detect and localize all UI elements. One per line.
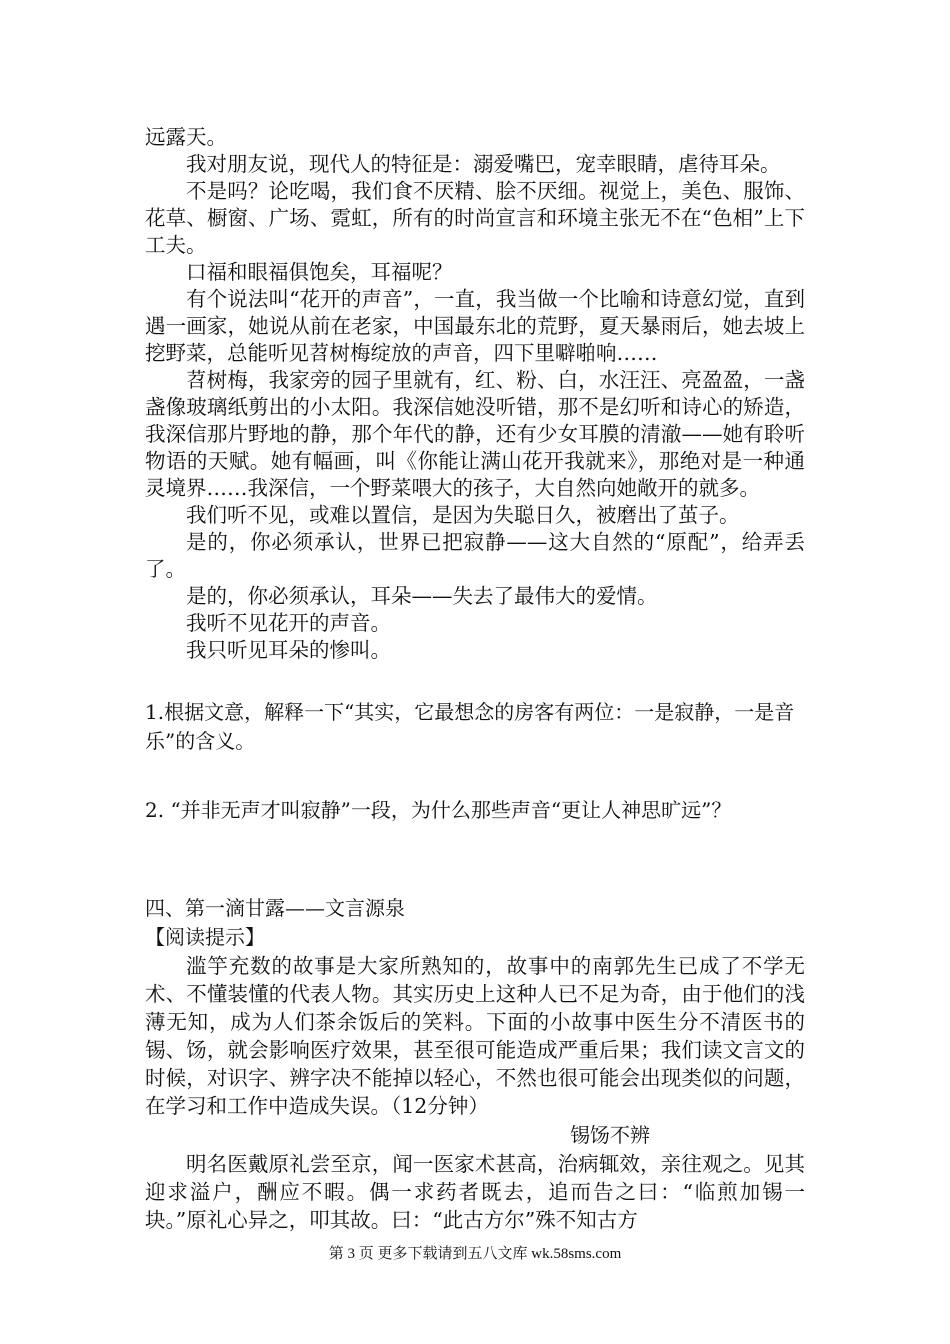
question-2 bbox=[145, 796, 805, 825]
essay-paragraph: 苕树梅，我家旁的园子里就有，红、粉、白，水汪汪、亮盈盈，一盏盏像玻璃纸剪出的小太阳。我深信她没听错，那不是幻听和诗心的矫造，我深信那片野地的静，那个年代的静，还有少女耳膜的清澈——她有聆听物语的天赋。她有幅画，叫《你能让满山花开我就来》，那绝对是一种通灵境界……我深信，一个野菜喂大的孩子，大自然向她敞开的就多。 bbox=[145, 368, 805, 500]
essay-paragraph: 是的，你必须承认，耳朵——失去了最伟大的爱情。 bbox=[186, 584, 658, 608]
essay-paragraph: 我们听不见，或难以置信，是因为失聪日久，被磨出了茧子。 bbox=[186, 503, 740, 527]
hint-label: 【阅读提示】 bbox=[145, 925, 265, 949]
hint-text: 滥竽充数的故事是大家所熟知的，故事中的南郭先生已成了不学无术、不懂装懂的代表人物。其实历史上这种人已不足为奇，由于他们的浅薄无知，成为人们茶余饭后的笑料。下面的小故事中医生分不清医书的锡、饧，就会影响医疗效果，甚至很可能造成严重后果；我们读文言文的时候，对识字、辨字决不能掉以轻心，不然也很可能会出现类似的问题，在学习和工作中造成失误。（12分钟） bbox=[145, 954, 805, 1118]
essay-paragraph: 有个说法叫“花开的声音”，一直，我当做一个比喻和诗意幻觉，直到遇一画家，她说从前在老家，中国最东北的荒野，夏天暴雨后，她去坡上挖野菜，总能听见苕树梅绽放的声音，四下里噼啪响…… bbox=[145, 287, 805, 365]
question-text: 1.根据文意，解释一下“其实，它最想念的房客有两位：一是寂静，一是音乐”的含义。 bbox=[145, 700, 795, 753]
page-footer: 第 3 页 更多下载请到五八文库 wk.58sms.com bbox=[328, 1246, 622, 1262]
essay-body bbox=[145, 124, 805, 664]
story-title: 锡饧不辨 bbox=[570, 1123, 650, 1147]
essay-paragraph: 我听不见花开的声音。 bbox=[186, 611, 391, 635]
essay-paragraph: 远露天。 bbox=[145, 125, 227, 149]
section-heading: 四、第一滴甘露——文言源泉 bbox=[145, 896, 405, 920]
essay-paragraph: 口福和眼福俱饱矣，耳福呢？ bbox=[186, 260, 453, 284]
essay-paragraph: 我对朋友说，现代人的特征是：溺爱嘴巴，宠幸眼睛，虐待耳朵。 bbox=[186, 152, 781, 176]
question-1 bbox=[145, 698, 805, 756]
essay-paragraph: 我只听见耳朵的惨叫。 bbox=[186, 638, 391, 662]
story-text: 明名医戴原礼尝至京，闻一医家术甚高，治病辄效，亲往观之。见其迎求溢户，酬应不暇。偶一求药者既去，追而告之曰：“临煎加锡一块。”原礼心异之，叩其故。曰：“此古方尔”殊不知古方 bbox=[145, 1152, 805, 1232]
essay-paragraph: 不是吗？论吃喝，我们食不厌精、脍不厌细。视觉上，美色、服饰、花草、橱窗、广场、霓虹，所有的时尚宣言和环境主张无不在“色相”上下工夫。 bbox=[145, 179, 805, 257]
question-text: 2. “并非无声才叫寂静”一段，为什么那些声音“更让人神思旷远”？ bbox=[145, 798, 732, 822]
classical-section bbox=[145, 894, 805, 1234]
essay-paragraph: 是的，你必须承认，世界已把寂静——这大自然的“原配”，给弄丢了。 bbox=[145, 530, 805, 581]
